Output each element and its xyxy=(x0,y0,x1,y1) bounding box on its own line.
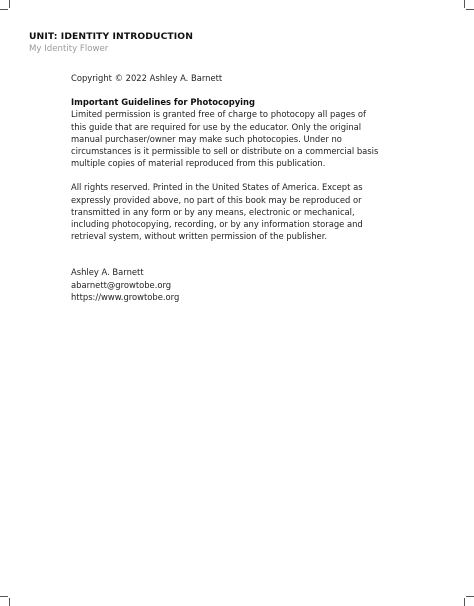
author-website: https://www.growtobe.org xyxy=(71,291,180,302)
crop-mark-left-top xyxy=(0,9,8,10)
copyright-line: Copyright © 2022 Ashley A. Barnett xyxy=(71,73,223,83)
guidelines-line: manual purchaser/owner may make such photocopies. Under no xyxy=(71,133,342,144)
crop-mark-bottom-left xyxy=(9,598,10,606)
crop-mark-left-bottom xyxy=(0,596,8,597)
guidelines-heading: Important Guidelines for Photocopying xyxy=(71,97,255,108)
rights-line: including photocopying, recording, or by any information storage and xyxy=(71,219,363,230)
unit-title: UNIT: IDENTITY INTRODUCTION xyxy=(29,31,193,42)
guidelines-line: this guide that are required for use by the educator. Only the original xyxy=(71,121,362,132)
guidelines-line: multiple copies of material reproduced from this publication. xyxy=(71,158,326,169)
crop-mark-top-right xyxy=(464,0,465,8)
crop-mark-right-bottom xyxy=(466,596,474,597)
rights-line: transmitted in any form or by any means, electronic or mechanical, xyxy=(71,206,355,217)
crop-mark-top-left xyxy=(9,0,10,8)
rights-line: expressly provided above, no part of this book may be reproduced or xyxy=(71,194,362,205)
guidelines-line: circumstances is it permissible to sell or distribute on a commercial basis xyxy=(71,146,379,157)
copyright-page-body xyxy=(71,72,379,303)
author-name: Ashley A. Barnett xyxy=(71,267,144,278)
rights-line: retrieval system, without written permission of the publisher. xyxy=(71,231,328,242)
crop-mark-bottom-right xyxy=(464,598,465,606)
rights-line: All rights reserved. Printed in the United States of America. Except as xyxy=(71,182,363,193)
guidelines-line: Limited permission is granted free of charge to photocopy all pages of xyxy=(71,109,366,120)
unit-subtitle: My Identity Flower xyxy=(29,44,109,54)
author-email: abarnett@growtobe.org xyxy=(71,279,172,290)
crop-mark-right-top xyxy=(466,9,474,10)
